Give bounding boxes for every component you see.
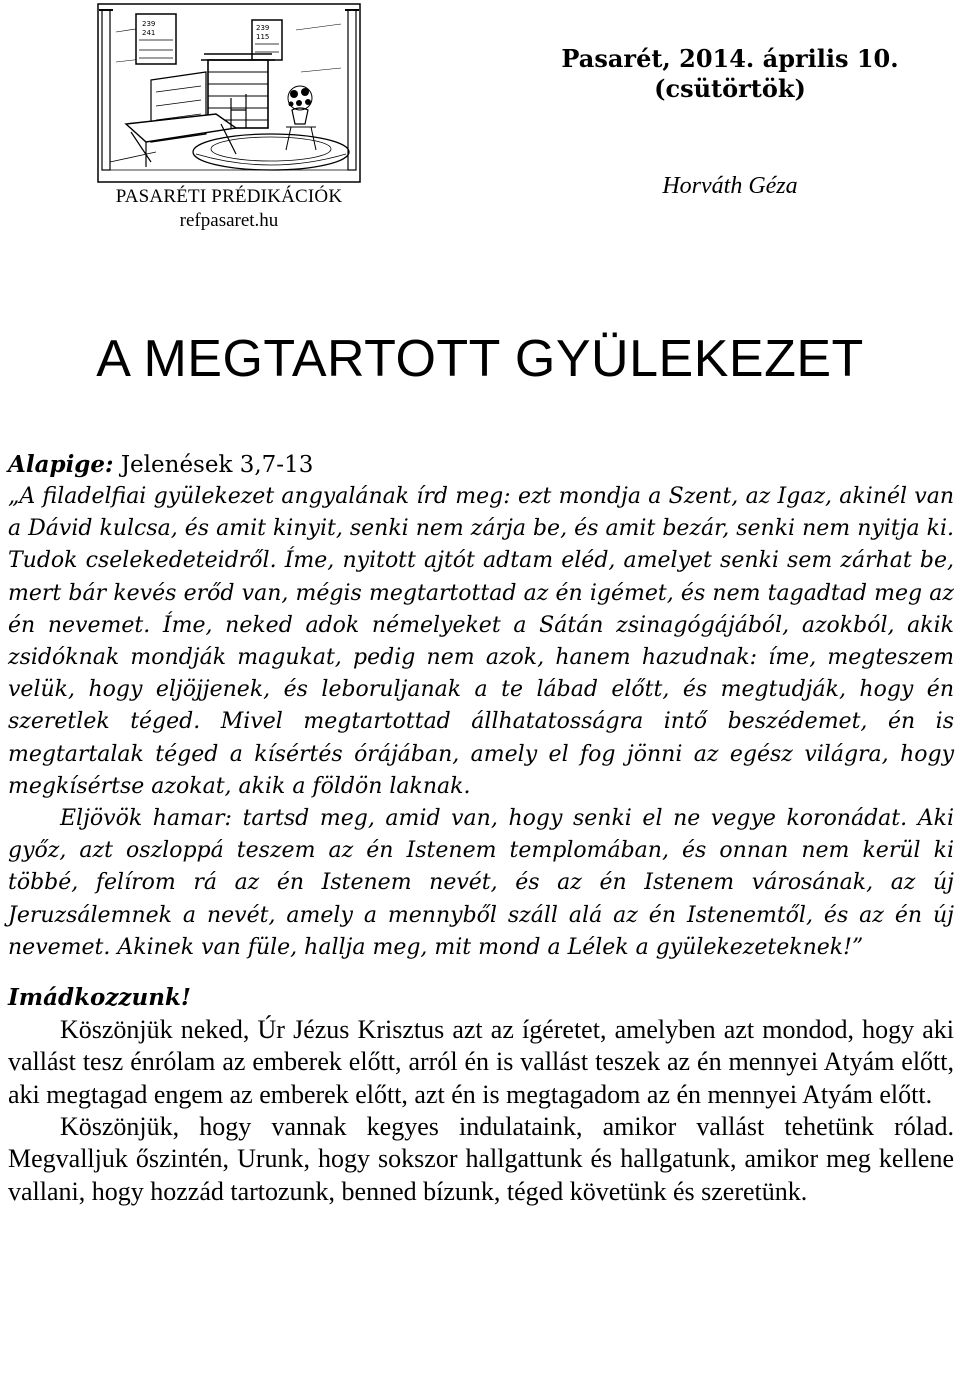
svg-text:239: 239 xyxy=(256,24,270,32)
sermon-title: A MEGTARTOTT GYÜLEKEZET xyxy=(96,330,864,388)
brand-name: PASARÉTI PRÉDIKÁCIÓK xyxy=(115,186,343,207)
author-name: Horváth Géza xyxy=(662,173,798,199)
prayer-heading: Imádkozzunk! xyxy=(8,984,191,1012)
church-interior-illustration xyxy=(96,2,362,184)
sermon-body xyxy=(8,449,954,1208)
prayer-paragraph-1: Köszönjük neked, Úr Jézus Krisztus azt az ígéretet, amelyben azt mondod, hogy aki vallást tesz énrólam az emberek előtt, arról én is vallást teszek az én mennyei Atyám előtt, aki megtagad engem az emberek előtt, azt én is megtagadom az én mennyei Atyám előtt. xyxy=(8,1015,954,1109)
scripture-paragraph-2: Eljövök hamar: tartsd meg, amid van, hogy senki el ne vegye koronádat. Aki győz, azt oszloppá teszem az én Istenem templomában, és onnan nem kerül ki többé, felírom rá az én Istenem nevét, és az én Istenem városának, az új Jeruzsálemnek a nevét, amely a mennyből száll alá az én Istenemtől, és az én új nevemet. Akinek van füle, hallja meg, mit mond a Lélek a gyülekezeteknek!” xyxy=(8,806,954,960)
base-verse-reference: Jelenések 3,7-13 xyxy=(120,452,314,478)
brand-website[interactable]: refpasaret.hu xyxy=(179,210,279,231)
date-line: Pasarét, 2014. április 10. xyxy=(561,44,899,73)
weekday-line: (csütörtök) xyxy=(654,74,806,103)
svg-text:241: 241 xyxy=(142,29,156,37)
date-block xyxy=(510,44,950,104)
svg-text:239: 239 xyxy=(142,20,156,28)
scripture-paragraph-1: „A filadelfiai gyülekezet angyalának írd meg: ezt mondja a Szent, az Igaz, akinél van a Dávid kulcsa, és amit kinyit, senki nem zárja be, és amit bezár, senki nem nyitja ki. Tudok cselekedeteidről. Íme, nyitott ajtót adtam eléd, amelyet senki sem zárhat be, mert bár kevés erőd van, mégis megtartottad az én igémet, és nem tagadtad meg az én nevemet. Íme, neked adok némelyeket a Sátán zsinagógájából, azokból, akik zsidóknak mondják magukat, pedig nem azok, hanem hazudnak: íme, megteszem velük, hogy eljöjjenek, és leboruljanak a te lábad előtt, és megtudják, hogy én szeretlek téged. Mivel megtartottad állhatatosságra intő beszédemet, én is megtartalak téged a kísértés órájában, amely el fog jönni az egész világra, hogy megkísértse azokat, akik a földön laknak. xyxy=(8,484,954,799)
base-verse-line xyxy=(8,449,954,481)
prayer-paragraph-2: Köszönjük, hogy vannak kegyes indulataink, amikor vallást tehetünk rólad. Megvalljuk őszintén, Urunk, hogy sokszor hallgattunk és hallgatunk, amikor meg kellene vallani, hogy hozzád tartozunk, benned bízunk, téged követünk és szeretünk. xyxy=(8,1111,954,1206)
hymn-board-left xyxy=(136,14,176,64)
base-verse-label: Alapige: xyxy=(8,451,114,478)
svg-text:115: 115 xyxy=(256,33,270,41)
